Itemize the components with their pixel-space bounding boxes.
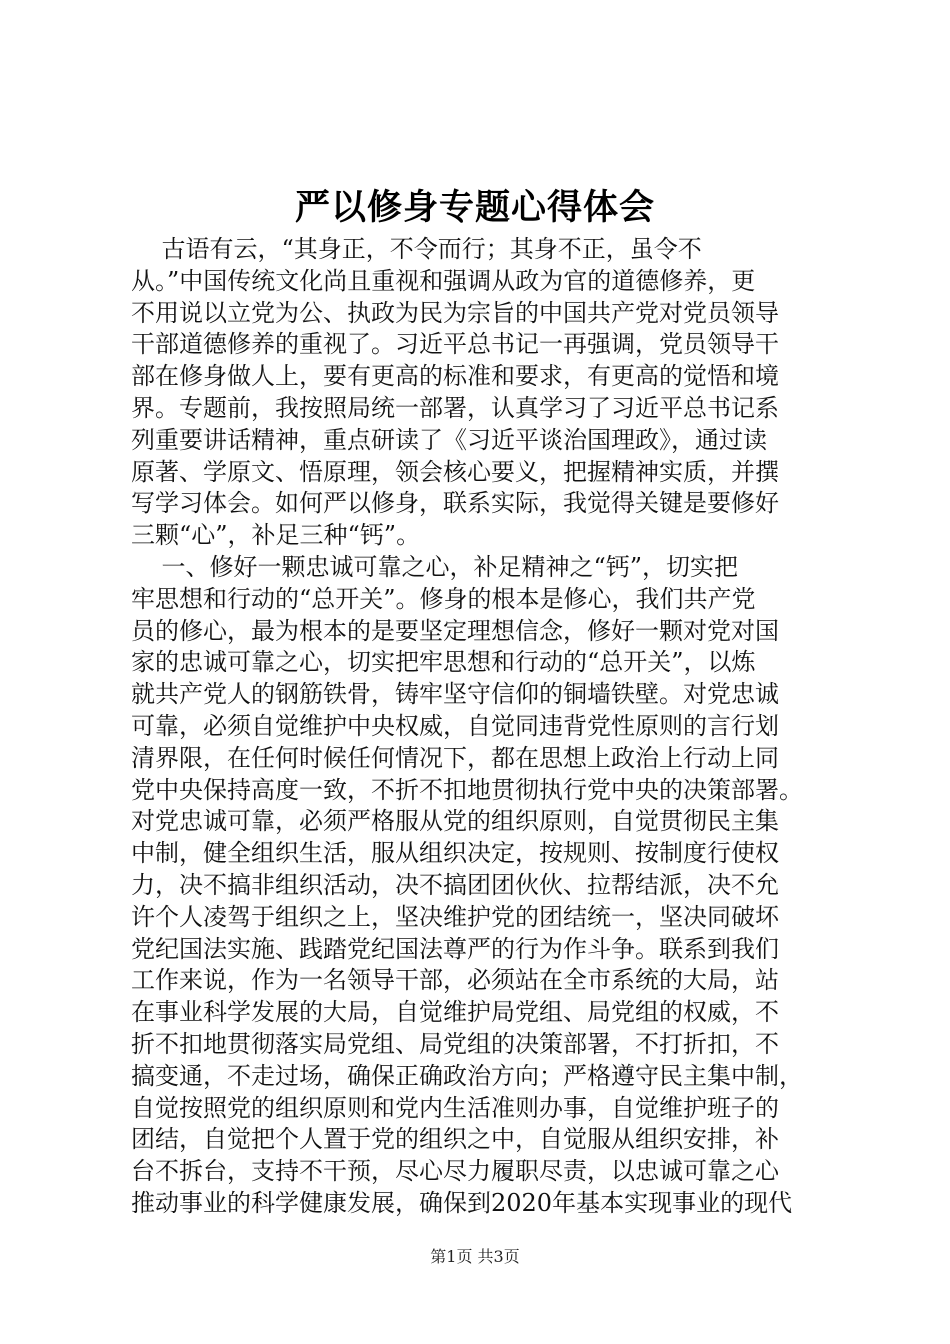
- paragraph-line: 党纪国法实施、践踏党纪国法尊严的行为作斗争。联系到我们: [131, 934, 779, 963]
- paragraph-line: 可靠，必须自觉维护中央权威，自觉同违背党性原则的言行划: [131, 711, 779, 740]
- paragraph-line: 员的修心，最为根本的是要坚定理想信念，修好一颗对党对国: [131, 616, 779, 645]
- page-footer: 第1页 共3页: [430, 1247, 520, 1266]
- paragraph-line: 在事业科学发展的大局，自觉维护局党组、局党组的权威，不: [131, 998, 779, 1027]
- document-body: [131, 234, 803, 1220]
- paragraph-line: 工作来说，作为一名领导干部，必须站在全市系统的大局，站: [131, 966, 779, 995]
- paragraph-line: 折不扣地贯彻落实局党组、局党组的决策部署，不打折扣，不: [131, 1029, 779, 1058]
- paragraph-line: 不用说以立党为公、执政为民为宗旨的中国共产党对党员领导: [131, 298, 779, 327]
- document-title: 严以修身专题心得体会: [294, 187, 655, 228]
- paragraph-line: 中制，健全组织生活，服从组织决定，按规则、按制度行使权: [131, 839, 779, 868]
- paragraph-line: 搞变通，不走过场，确保正确政治方向；严格遵守民主集中制，: [131, 1061, 803, 1090]
- paragraph-line: 写学习体会。如何严以修身，联系实际，我觉得关键是要修好: [131, 489, 779, 518]
- paragraph-line: 许个人凌驾于组织之上，坚决维护党的团结统一，坚决同破坏: [131, 902, 779, 931]
- paragraph-line: 团结，自觉把个人置于党的组织之中，自觉服从组织安排，补: [131, 1125, 779, 1154]
- paragraph-line: 自觉按照党的组织原则和党内生活准则办事，自觉维护班子的: [131, 1093, 779, 1122]
- paragraph-line: 力，决不搞非组织活动，决不搞团团伙伙、拉帮结派，决不允: [131, 870, 779, 899]
- paragraph-line: 从。”中国传统文化尚且重视和强调从政为官的道德修养，更: [131, 266, 756, 295]
- paragraph-line: 清界限，在任何时候任何情况下，都在思想上政治上行动上同: [131, 743, 779, 772]
- paragraph-line: 台不拆台，支持不干预，尽心尽力履职尽责，以忠诚可靠之心: [131, 1157, 779, 1186]
- paragraph-line: 牢思想和行动的“总开关”。修身的根本是修心，我们共产党: [131, 584, 756, 613]
- paragraph-line: 就共产党人的钢筋铁骨，铸牢坚守信仰的铜墙铁壁。对党忠诚: [131, 680, 779, 709]
- paragraph-line: 家的忠诚可靠之心，切实把牢思想和行动的“总开关”，以炼: [131, 648, 756, 677]
- paragraph-line: 三颗“心”，补足三种“钙”。: [131, 521, 421, 550]
- paragraph-line: 列重要讲话精神，重点研读了《习近平谈治国理政》，通过读: [131, 425, 767, 454]
- paragraph-line: 部在修身做人上，要有更高的标准和要求，有更高的觉悟和境: [131, 362, 779, 391]
- paragraph-line: 推动事业的科学健康发展，确保到2020年基本实现事业的现代: [131, 1188, 793, 1217]
- paragraph-line: 干部道德修养的重视了。习近平总书记一再强调，党员领导干: [131, 330, 779, 359]
- paragraph-line: 一、修好一颗忠诚可靠之心，补足精神之“钙”，切实把: [131, 552, 739, 581]
- paragraph-line: 原著、学原文、悟原理，领会核心要义，把握精神实质，并撰: [131, 457, 779, 486]
- paragraph-line: 对党忠诚可靠，必须严格服从党的组织原则，自觉贯彻民主集: [131, 807, 779, 836]
- paragraph-line: 古语有云，“其身正，不令而行；其身不正，虽令不: [131, 235, 702, 263]
- paragraph-line: 党中央保持高度一致，不折不扣地贯彻执行党中央的决策部署。: [131, 775, 803, 804]
- paragraph-line: 界。专题前，我按照局统一部署，认真学习了习近平总书记系: [131, 393, 779, 422]
